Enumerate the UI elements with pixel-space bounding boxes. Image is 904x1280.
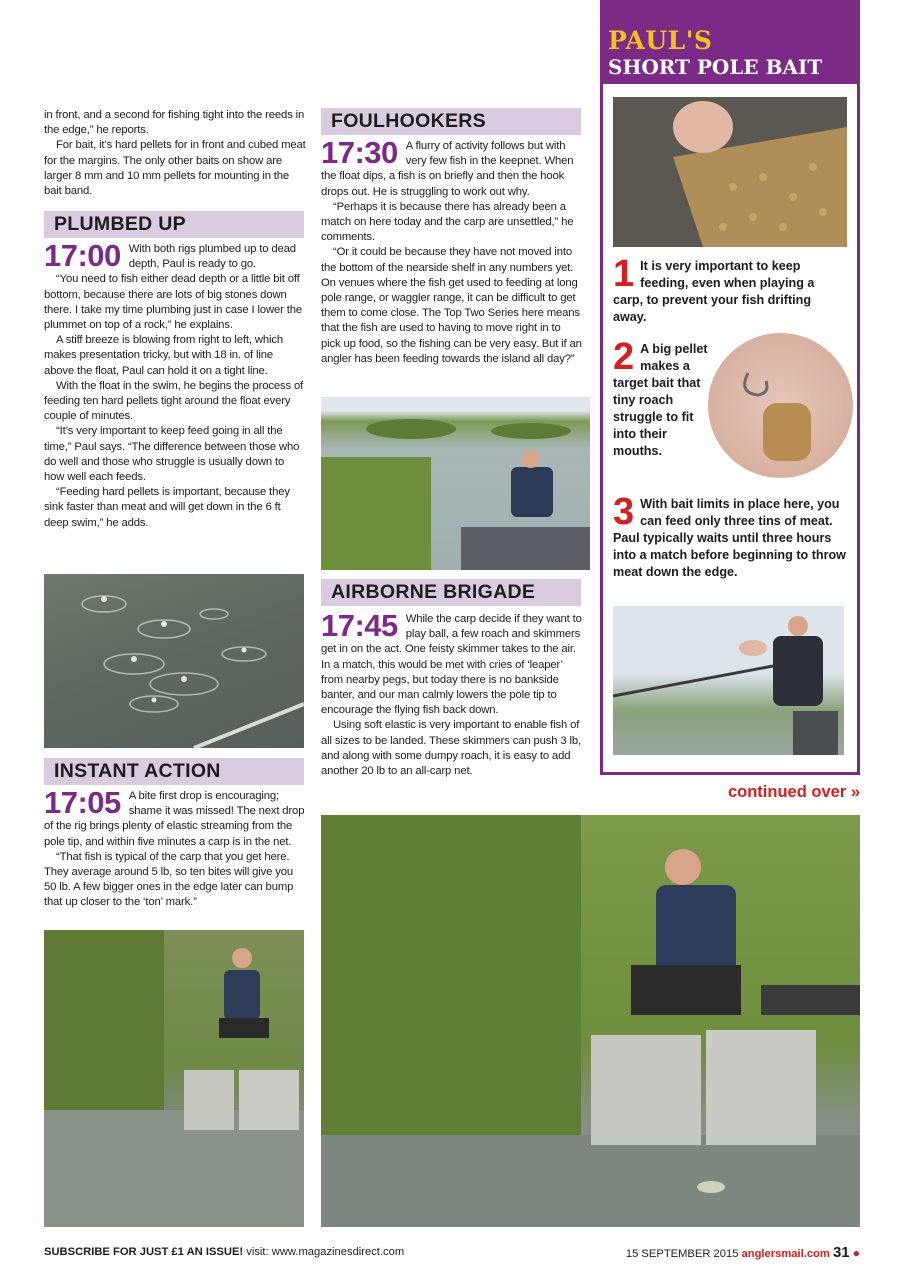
photo-angler-large xyxy=(321,815,860,1227)
issue-date: 15 SEPTEMBER 2015 xyxy=(625,1248,739,1260)
step-text: With bait limits in place here, you can feed only three tins of meat. Paul typically waits until three hours into a match before beginning to throw meat down the edge. xyxy=(613,497,846,579)
lead-paragraph: A bite first drop is encouraging; shame it was missed! The next drop of the rig brings plenty of elastic streaming from the pole tip, and within five minutes a carp is in the net. xyxy=(44,790,305,848)
intro-paragraph: in front, and a second for fishing tight into the reeds in the edge,” he reports. xyxy=(44,109,305,137)
section-heading-foulhookers: FOULHOOKERS xyxy=(321,108,581,135)
step-number: 3 xyxy=(613,491,635,533)
section-heading-airborne-brigade: AIRBORNE BRIGADE xyxy=(321,579,581,606)
sidebar-step-2 xyxy=(613,336,713,460)
step-number: 2 xyxy=(613,336,635,378)
lead-paragraph: While the carp decide if they want to play ball, a few roach and skimmers get in on the act. One feisty skimmer takes to the air. In a match, this would be met with cries of ‘leaper’ from nearby pegs, but today there is no bankside banter, and our man calmly lowers the pole tip to encourage the flying fish back down. xyxy=(321,613,582,717)
angler-large-graphic xyxy=(321,815,860,1227)
pellet-tray-graphic xyxy=(613,97,847,247)
timestamp: 17:05 xyxy=(44,785,121,820)
photo-angler-lake xyxy=(321,397,590,570)
photo-water-pellets xyxy=(44,574,304,748)
body-paragraph: “Perhaps it is because there has already been a match on here today and the carp are unsettled,” he comments. xyxy=(321,200,574,244)
body-paragraph: “You need to fish either dead depth or a little bit off bottom, because there are lots of big stones down there. I take my time plumbing just in case I lower the plummet on top of a rock,” he explains. xyxy=(44,273,302,332)
site-name[interactable]: anglersmail.com xyxy=(741,1248,830,1260)
throwing-scene-graphic xyxy=(613,606,844,755)
body-paragraph: A stiff breeze is blowing from right to left, which makes presentation tricky, but with 18 in. of line above the float, Paul can hold it on a tight line. xyxy=(44,334,283,377)
sidebar-step-3 xyxy=(613,491,847,581)
timestamp: 17:00 xyxy=(44,238,121,273)
body-paragraph: “Or it could be because they have not moved into the bottom of the nearside shelf in any numbers yet. On venues where the fish get used to feeding at long pole range, or waggler range, it can be difficult to get them to come close. The Top Two Series here means that the fish are used to having to move right in to pick up food, so the fishing can be very easy. But if an angler has been feeding towards the island all day?” xyxy=(321,246,582,365)
lead-paragraph: A flurry of activity follows but with very few fish in the keepnet. When the float dips, a fish is on briefly and then the hook drops out. He is struggling to work out why. xyxy=(321,140,574,198)
splash-rings-graphic xyxy=(44,574,304,748)
photo-hook-pellet xyxy=(708,333,853,478)
angler-scene-graphic xyxy=(44,930,304,1227)
footer-left xyxy=(44,1246,404,1258)
page-number: 31 xyxy=(832,1244,850,1261)
sidebar-title-line2: SHORT POLE BAIT xyxy=(608,55,823,79)
photo-throwing-meat xyxy=(613,606,844,755)
photo-angler-small xyxy=(44,930,304,1227)
sidebar-title-line1: PAUL'S xyxy=(608,26,713,55)
subscribe-text: SUBSCRIBE FOR JUST £1 AN ISSUE! xyxy=(44,1246,244,1258)
step-text: It is very important to keep feeding, even when playing a carp, to prevent your fish drifting away. xyxy=(613,259,815,324)
lead-paragraph: With both rigs plumbed up to dead depth, Paul is ready to go. xyxy=(128,243,296,271)
section-foulhookers-body xyxy=(321,135,583,367)
hook-pellet-graphic xyxy=(708,333,853,478)
body-paragraph: Using soft elastic is very important to enable fish of all sizes to be landed. These skimmers can push 3 lb, and along with some dumpy roach, it is easy to add another 20 lb to an all-carp net. xyxy=(321,719,581,778)
visit-text[interactable]: visit: www.magazinesdirect.com xyxy=(246,1246,405,1258)
sidebar-step-1 xyxy=(613,253,847,326)
continued-over-link[interactable]: continued over » xyxy=(727,783,860,801)
footer-right xyxy=(622,1244,860,1261)
section-instant-action-body xyxy=(44,785,306,911)
step-text: A big pellet makes a target bait that tiny roach struggle to fit into their mouths. xyxy=(613,342,708,458)
body-paragraph: “That fish is typical of the carp that you get here. They average around 5 lb, so ten bites will give you 50 lb. A few bigger ones in the edge later can bump that up closer to the ‘ton’ mark.” xyxy=(44,850,294,909)
sidebar-header xyxy=(600,0,860,84)
timestamp: 17:30 xyxy=(321,135,398,170)
section-heading-instant-action: INSTANT ACTION xyxy=(44,758,304,785)
section-plumbed-up-body xyxy=(44,238,306,531)
section-airborne-brigade-body xyxy=(321,608,583,779)
body-paragraph: “Feeding hard pellets is important, because they sink faster than meat and will get down in the 6 ft deep swim,” he adds. xyxy=(44,486,290,529)
intro-paragraph: For bait, it’s hard pellets for in front and cubed meat for the margins. The only other baits on show are larger 8 mm and 10 mm pellets for mounting in the bait band. xyxy=(44,139,306,198)
photo-pellet-tray xyxy=(613,97,847,247)
step-number: 1 xyxy=(613,253,635,295)
page-dot-icon: ● xyxy=(852,1246,860,1260)
timestamp: 17:45 xyxy=(321,608,398,643)
lake-scene-graphic xyxy=(321,397,590,570)
body-paragraph: With the float in the swim, he begins the process of feeding ten hard pellets tight around the float every couple of minutes. xyxy=(44,379,304,423)
body-paragraph: “It’s very important to keep feed going in all the time,” Paul says. “The difference between those who do well and those who struggle is usually down to how well each feeds. xyxy=(44,425,300,484)
section-heading-plumbed-up: PLUMBED UP xyxy=(44,211,304,238)
intro-text xyxy=(44,108,306,199)
